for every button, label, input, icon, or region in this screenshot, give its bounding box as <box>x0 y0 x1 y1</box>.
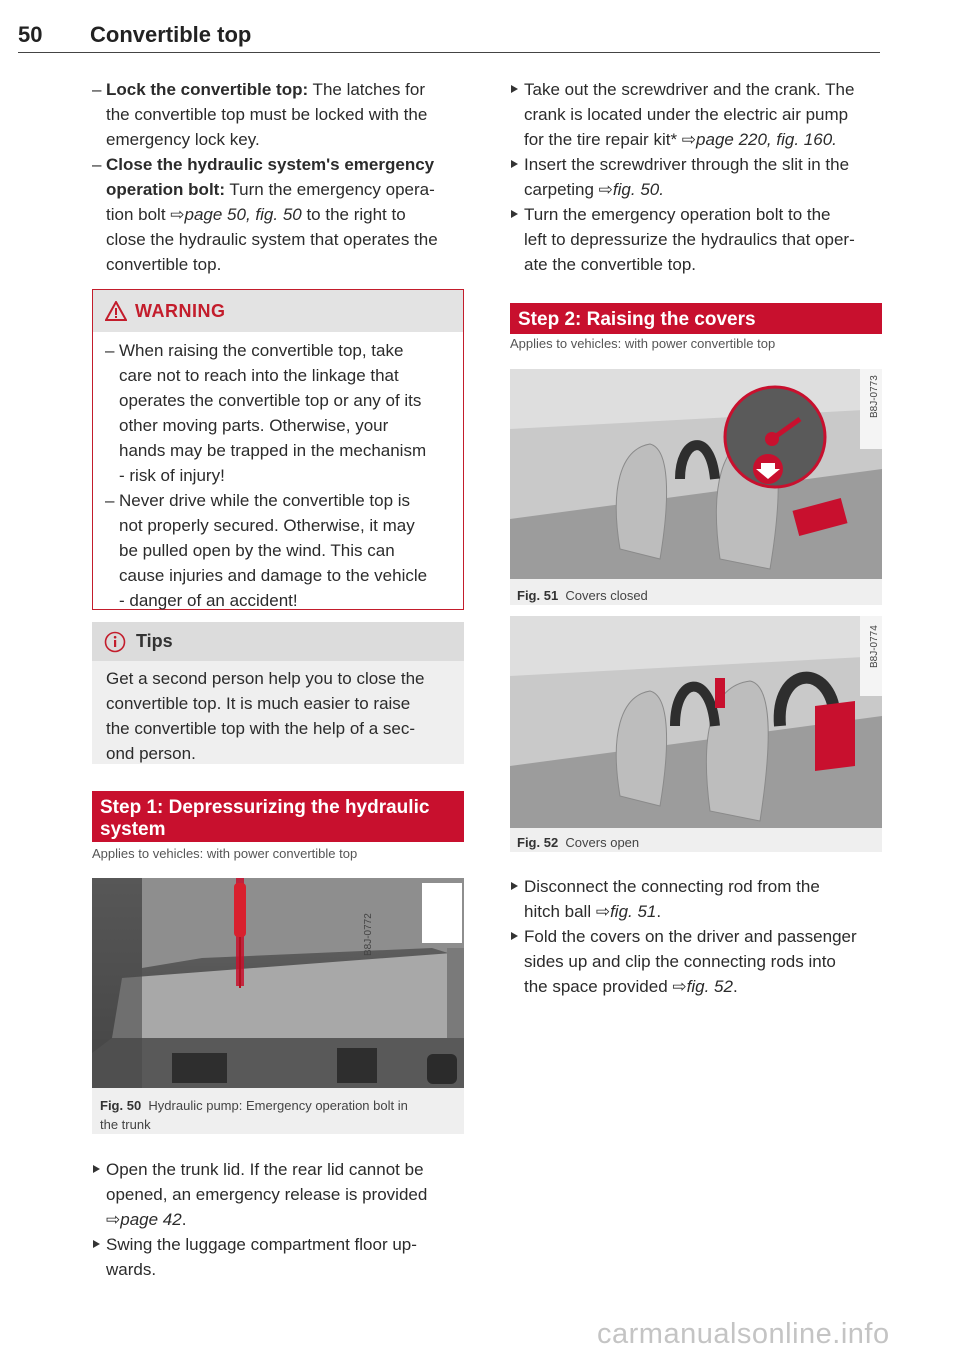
link-arrow-icon: ⇨ <box>672 977 687 996</box>
warning-item: – Never drive while the convertible top is not properly secured. Otherwise, it may be pulled open by the wind. This can cause injuries and damage to the vehicle - danger of an accident! <box>105 488 451 613</box>
fig50-illustration <box>92 878 464 1088</box>
instruction-item: Fold the covers on the driver and passenger sides up and clip the connecting rods into the space provided ⇨fig. 52. <box>510 924 882 999</box>
tips-body: Get a second person help you to close the convertible top. It is much easier to raise the convertible top with the help of a sec- ond person. <box>106 669 425 763</box>
page-ref-link[interactable]: page 220, fig. 160. <box>696 130 837 149</box>
instruction-item: Open the trunk lid. If the rear lid cannot be opened, an emergency release is provided ⇨page 42. <box>92 1157 465 1232</box>
header-rule <box>18 52 880 53</box>
fig51-caption: Fig. 51 Covers closed <box>517 588 648 603</box>
watermark: carmanualsonline.info <box>597 1318 890 1350</box>
step2-heading: Step 2: Raising the covers <box>510 303 882 334</box>
fig52-caption: Fig. 52 Covers open <box>517 835 640 850</box>
step2-applies: Applies to vehicles: with power convertible top <box>510 336 776 351</box>
instruction-item: Take out the screwdriver and the crank. The crank is located under the electric air pump for the tire repair kit* ⇨page 220, fig. 160. <box>510 77 882 152</box>
fig-ref-link[interactable]: fig. 50. <box>612 180 664 199</box>
page-title: Convertible top <box>90 22 252 47</box>
link-arrow-icon: ⇨ <box>598 180 613 199</box>
fig52-code: B8J-0774 <box>869 625 880 668</box>
warning-box <box>92 289 464 610</box>
warning-triangle-icon <box>105 301 127 321</box>
list-item-close-hydraulic: – Close the hydraulic system's emergency operation bolt: Turn the emergency opera- tion bolt ⇨page 50, fig. 50 to the right to close the hydraulic system that operates the convertible top. <box>92 152 465 277</box>
step1-instructions <box>92 1157 465 1282</box>
page-ref-link[interactable]: page 42 <box>120 1210 182 1229</box>
tips-title: Tips <box>136 631 173 651</box>
link-arrow-icon: ⇨ <box>681 130 697 149</box>
fig50-caption: Fig. 50 Hydraulic pump: Emergency operation bolt in the trunk <box>100 1098 408 1132</box>
link-arrow-icon: ⇨ <box>106 1210 121 1229</box>
step2-instructions <box>510 874 882 999</box>
instruction-item: Turn the emergency operation bolt to the left to depressurize the hydraulics that oper- ate the convertible top. <box>510 202 882 277</box>
page-number: 50 <box>18 22 43 47</box>
instruction-item: Disconnect the connecting rod from the hitch ball ⇨fig. 51. <box>510 874 882 924</box>
fig50-code: B8J-0772 <box>363 913 374 956</box>
fig52-illustration <box>510 616 882 828</box>
link-arrow-icon: ⇨ <box>595 902 611 921</box>
step1-instructions-cont <box>510 77 882 277</box>
fig51-code: B8J-0773 <box>869 375 880 418</box>
warning-item: – When raising the convertible top, take care not to reach into the linkage that operates the convertible top or any of its other moving parts. Otherwise, your hands may be trapped in the mechanism - risk of injury! <box>105 338 451 488</box>
warning-body <box>93 332 463 613</box>
warning-title: WARNING <box>135 300 226 321</box>
warning-header <box>93 290 463 332</box>
info-icon <box>104 631 126 653</box>
fig-ref-link[interactable]: fig. 52 <box>686 977 733 996</box>
lock-close-list <box>92 77 465 277</box>
fig51-illustration <box>510 369 882 579</box>
tips-header <box>92 622 464 661</box>
step1-heading: Step 1: Depressurizing the hydraulic system <box>92 791 464 842</box>
page-ref-link[interactable]: page 50, fig. 50 <box>184 205 302 224</box>
instruction-item: Swing the luggage compartment floor up- wards. <box>92 1232 465 1282</box>
list-item-lock: – Lock the convertible top: The latches for the convertible top must be locked with the emergency lock key. <box>92 77 465 152</box>
tips-box <box>92 622 464 764</box>
instruction-item: Insert the screwdriver through the slit in the carpeting ⇨fig. 50. <box>510 152 882 202</box>
link-arrow-icon: ⇨ <box>170 205 185 224</box>
fig-ref-link[interactable]: fig. 51 <box>610 902 657 921</box>
step1-applies: Applies to vehicles: with power convertible top <box>92 846 358 861</box>
